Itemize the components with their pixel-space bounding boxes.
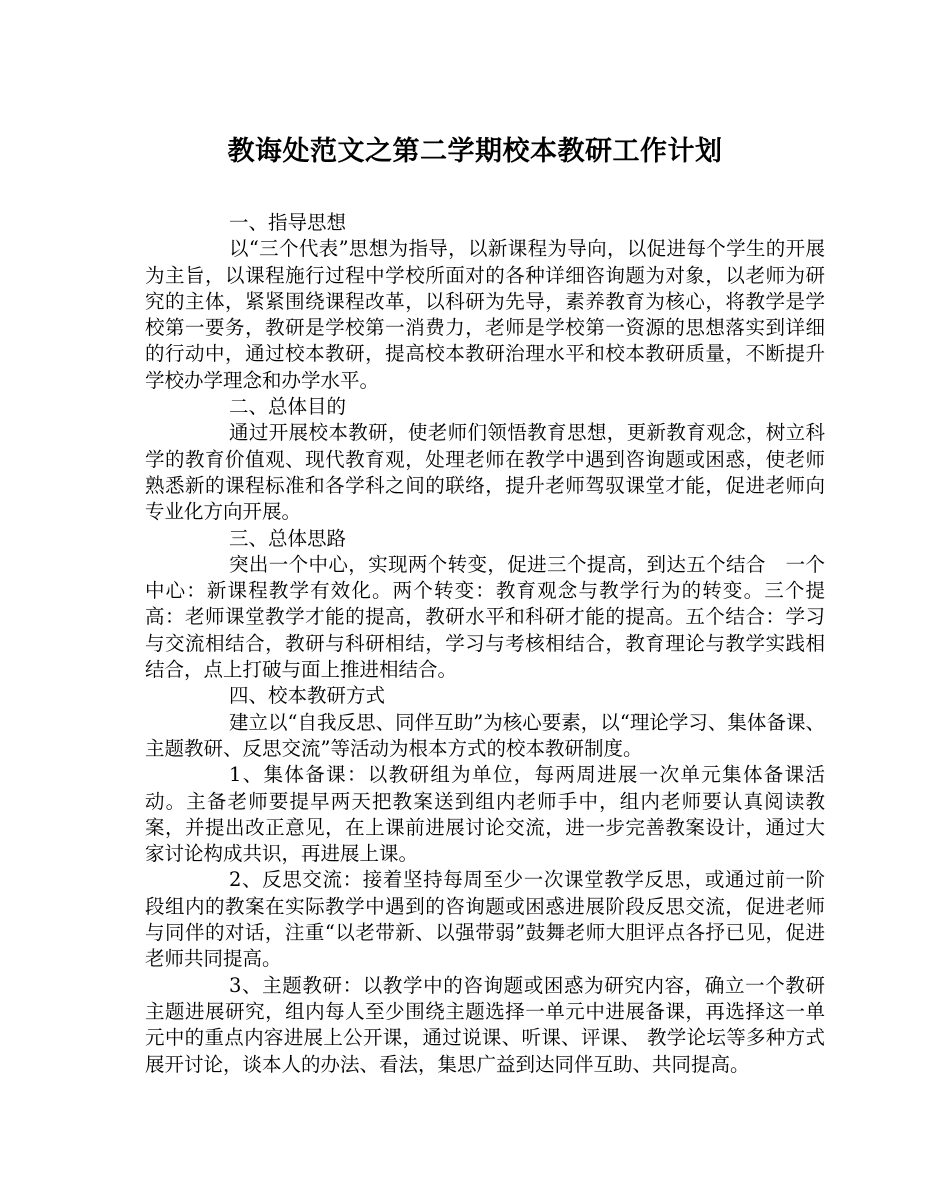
- paragraph-overall-goal: 通过开展校本教研，使老师们领悟教育思想，更新教育观念，树立科学的教育价值观、现代教育观，处理老师在教学中遇到咨询题或困惑，使老师熟悉新的课程标准和各学科之间的联络，提升老师驾驭课堂才能，促进老师向专业化方向开展。: [145, 421, 825, 524]
- section-heading-guiding-thought: 一、指导思想: [229, 211, 347, 234]
- paragraph-research-methods-intro: 建立以“自我反思、同伴互助”为核心要素，以“理论学习、集体备课、主题教研、反思交流”等活动为根本方式的校本教研制度。: [145, 710, 825, 760]
- paragraph-themed-research: 3、主题教研：以教学中的咨询题或困惑为研究内容，确立一个教研主题进展研究，组内每人至少围绕主题选择一单元中进展备课，再选择这一单元中的重点内容进展上公开课，通过说课、听课、评课、 教学论坛等多种方式展开讨论，谈本人的办法、看法，集思广益到达同伴互助、共同提高。: [145, 973, 825, 1076]
- section-heading-overall-goal: 二、总体目的: [229, 395, 347, 419]
- document-body: [145, 210, 825, 1078]
- paragraph-reflection-exchange: 2、反思交流：接着坚持每周至少一次课堂教学反思，或通过前一阶段组内的教案在实际教学中遇到的咨询题或困惑进展阶段反思交流，促进老师与同伴的对话，注重“以老带新、以强带弱”鼓舞老师大胆评点各抒已见，促进老师共同提高。: [145, 868, 825, 971]
- paragraph-guiding-thought: 以“三个代表”思想为指导，以新课程为导向，以促进每个学生的开展为主旨，以课程施行过程中学校所面对的各种详细咨询题为对象，以老师为研究的主体，紧紧围绕课程改革，以科研为先导，素养教育为核心，将教学是学校第一要务，教研是学校第一消费力，老师是学校第一资源的思想落实到详细的行动中，通过校本教研，提高校本教研治理水平和校本教研质量，不断提升学校办学理念和办学水平。: [145, 237, 825, 392]
- document-title: 教诲处范文之第二学期校本教研工作计划: [227, 136, 723, 167]
- paragraph-collective-lesson-prep: 1、集体备课：以教研组为单位，每两周进展一次单元集体备课活动。主备老师要提早两天把教案送到组内老师手中，组内老师要认真阅读教案，并提出改正意见，在上课前进展讨论交流，进一步完善教案设计，通过大家讨论构成共识，再进展上课。: [145, 763, 825, 866]
- section-heading-overall-approach: 三、总体思路: [229, 526, 347, 550]
- section-heading-research-methods: 四、校本教研方式: [229, 684, 386, 708]
- paragraph-overall-approach: 突出一个中心，实现两个转变，促进三个提高，到达五个结合 一个中心：新课程教学有效化。两个转变：教育观念与教学行为的转变。三个提高：老师课堂教学才能的提高，教研水平和科研才能的提高。五个结合：学习与交流相结合，教研与科研相结，学习与考核相结合，教育理论与教学实践相结合，点上打破与面上推进相结合。: [145, 552, 825, 682]
